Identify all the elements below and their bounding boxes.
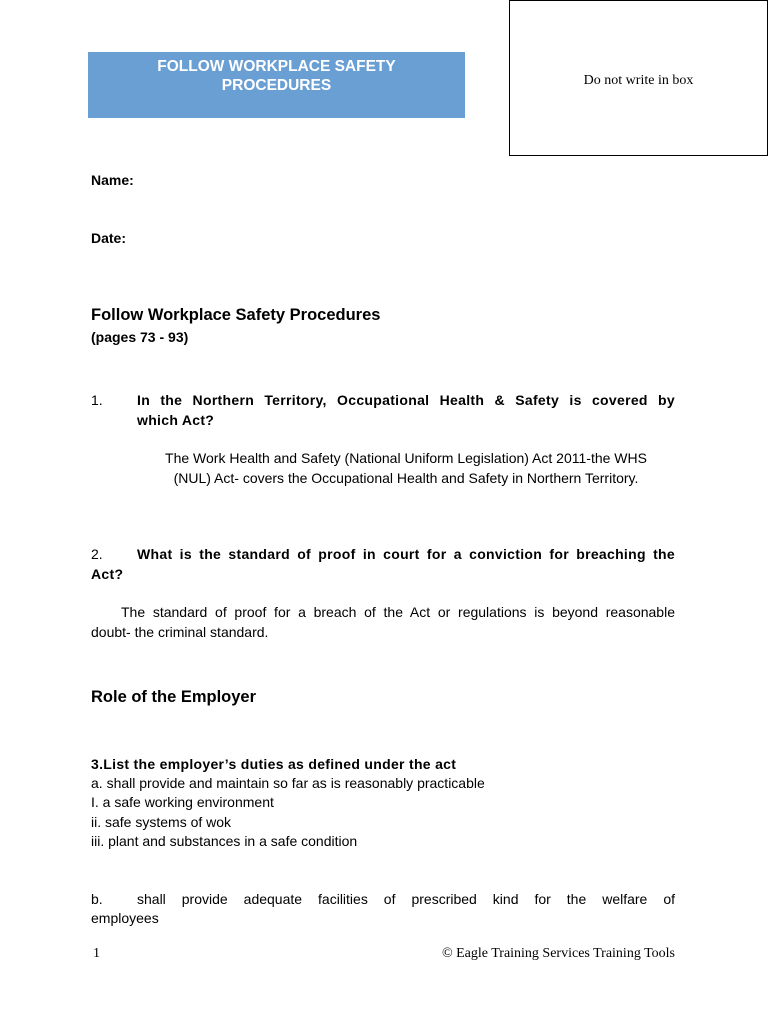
date-label: Date: — [91, 230, 127, 246]
answer-1-line-2: (NUL) Act- covers the Occupational Health and Safety in Northern Territory. — [173, 470, 639, 486]
duty-item-b-line-2: employees — [91, 910, 159, 926]
answer-2-line-2: doubt- the criminal standard. — [91, 624, 269, 640]
question-2-line-2: Act? — [91, 566, 124, 582]
title-banner — [88, 52, 465, 118]
name-label: Name: — [91, 172, 134, 188]
page-number: 1 — [93, 946, 100, 961]
footer-copyright: © Eagle Training Services Training Tools — [441, 946, 675, 961]
duty-item-a: a. shall provide and maintain so far as is reasonably practicable — [91, 775, 485, 791]
answer-1-line-1: The Work Health and Safety (National Uniform Legislation) Act 2011-the WHS — [165, 450, 647, 466]
question-3: 3.List the employer’s duties as defined under the act — [91, 756, 457, 772]
duty-item-b-label: b. — [91, 891, 103, 907]
question-2-line-1: What is the standard of proof in court for a conviction for breaching the — [137, 546, 675, 562]
banner-title-line-2: PROCEDURES — [221, 77, 332, 94]
section-title-employer: Role of the Employer — [91, 688, 257, 706]
section-title: Follow Workplace Safety Procedures — [91, 306, 381, 324]
assessor-box-note: Do not write in box — [583, 73, 694, 88]
section-pages: (pages 73 - 93) — [91, 329, 189, 345]
answer-2-line-1: The standard of proof for a breach of the Act or regulations is beyond reasonable — [121, 604, 675, 620]
duty-item-b-line-1: shall provide adequate facilities of prescribed kind for the welfare of — [137, 891, 675, 907]
duty-item-iii: iii. plant and substances in a safe condition — [91, 833, 358, 849]
duty-item-ii: ii. safe systems of wok — [91, 814, 232, 830]
duty-item-i: I. a safe working environment — [91, 794, 274, 810]
question-1-number: 1. — [91, 392, 103, 408]
banner-title-line-1: FOLLOW WORKPLACE SAFETY — [157, 58, 396, 75]
question-1-line-2: which Act? — [137, 412, 215, 428]
question-1-line-1: In the Northern Territory, Occupational Health & Safety is covered by — [137, 392, 675, 408]
question-2-number: 2. — [91, 546, 103, 562]
